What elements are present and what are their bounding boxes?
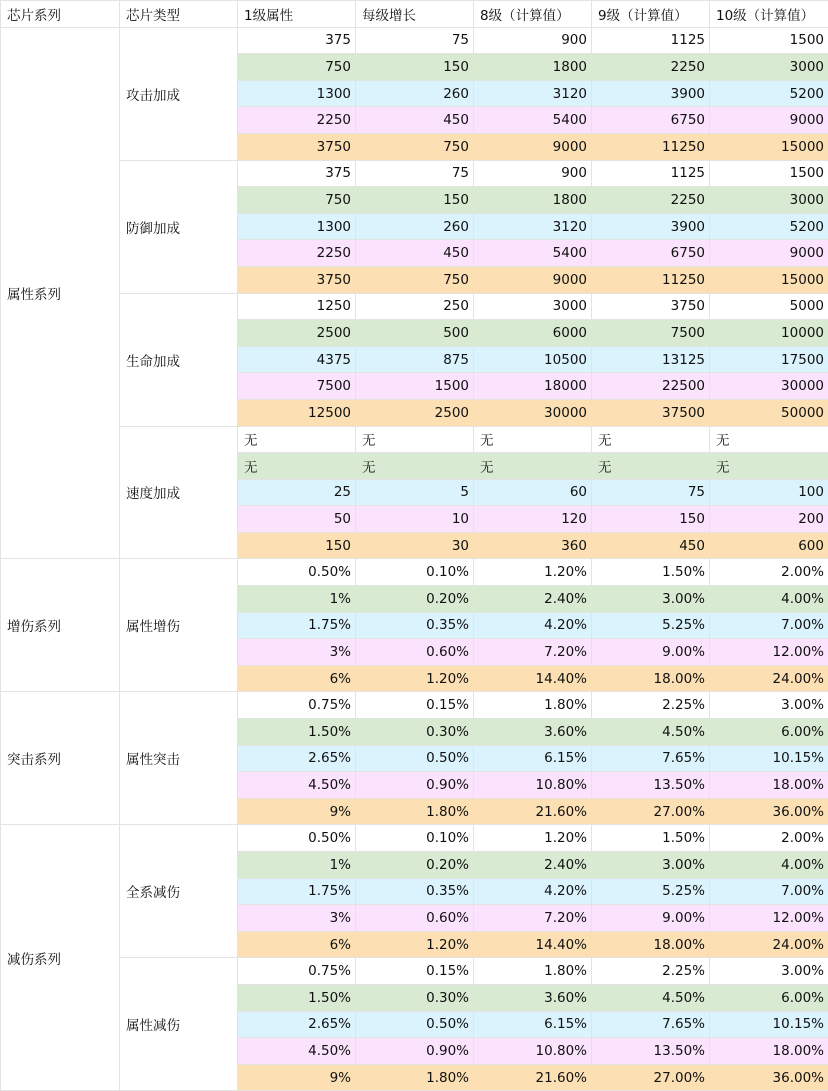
table-row <box>1 27 828 54</box>
value-cell: 18.00% <box>710 1038 828 1065</box>
value-cell: 0.60% <box>356 905 474 932</box>
value-cell: 9000 <box>710 240 828 267</box>
value-cell: 3750 <box>238 266 356 293</box>
value-cell: 5200 <box>710 80 828 107</box>
value-cell: 450 <box>592 532 710 559</box>
value-cell: 4.00% <box>710 852 828 879</box>
value-cell: 3.60% <box>474 984 592 1011</box>
value-cell: 2250 <box>592 54 710 81</box>
value-cell: 9% <box>238 1064 356 1091</box>
value-cell: 3.00% <box>592 852 710 879</box>
value-cell: 5000 <box>710 293 828 320</box>
value-cell: 150 <box>356 54 474 81</box>
series-cell-assault: 突击系列 <box>1 692 120 825</box>
value-cell: 无 <box>238 426 356 453</box>
value-cell: 6% <box>238 931 356 958</box>
value-cell: 9% <box>238 798 356 825</box>
value-cell: 1125 <box>592 27 710 54</box>
table-row <box>1 426 828 453</box>
value-cell: 无 <box>356 426 474 453</box>
value-cell: 3120 <box>474 213 592 240</box>
value-cell: 3750 <box>592 293 710 320</box>
value-cell: 36.00% <box>710 798 828 825</box>
value-cell: 1% <box>238 852 356 879</box>
table-row <box>1 692 828 719</box>
value-cell: 无 <box>356 453 474 480</box>
value-cell: 36.00% <box>710 1064 828 1091</box>
value-cell: 无 <box>592 453 710 480</box>
value-cell: 3750 <box>238 133 356 160</box>
value-cell: 3120 <box>474 80 592 107</box>
value-cell: 50000 <box>710 399 828 426</box>
value-cell: 0.50% <box>238 825 356 852</box>
value-cell: 1125 <box>592 160 710 187</box>
value-cell: 375 <box>238 27 356 54</box>
value-cell: 4.20% <box>474 878 592 905</box>
value-cell: 260 <box>356 80 474 107</box>
value-cell: 1.20% <box>474 825 592 852</box>
value-cell: 150 <box>592 506 710 533</box>
header-level-9: 9级（计算值） <box>592 1 710 28</box>
value-cell: 1800 <box>474 187 592 214</box>
value-cell: 1.20% <box>356 665 474 692</box>
value-cell: 1300 <box>238 213 356 240</box>
chip-type-cell: 全系减伤 <box>120 825 238 958</box>
value-cell: 无 <box>592 426 710 453</box>
value-cell: 17500 <box>710 346 828 373</box>
value-cell: 无 <box>710 453 828 480</box>
value-cell: 22500 <box>592 373 710 400</box>
chip-type-cell: 生命加成 <box>120 293 238 426</box>
chip-type-cell: 属性减伤 <box>120 958 238 1091</box>
value-cell: 4.50% <box>592 719 710 746</box>
value-cell: 3.00% <box>710 958 828 985</box>
value-cell: 4375 <box>238 346 356 373</box>
value-cell: 无 <box>474 453 592 480</box>
value-cell: 0.35% <box>356 878 474 905</box>
value-cell: 5400 <box>474 240 592 267</box>
value-cell: 18000 <box>474 373 592 400</box>
table-row <box>1 825 828 852</box>
value-cell: 0.15% <box>356 692 474 719</box>
value-cell: 15000 <box>710 266 828 293</box>
value-cell: 4.50% <box>238 1038 356 1065</box>
value-cell: 0.50% <box>356 745 474 772</box>
value-cell: 4.50% <box>238 772 356 799</box>
value-cell: 7.20% <box>474 639 592 666</box>
value-cell: 750 <box>238 54 356 81</box>
value-cell: 100 <box>710 479 828 506</box>
series-cell-damage-reduction: 减伤系列 <box>1 825 120 1091</box>
value-cell: 9000 <box>710 107 828 134</box>
value-cell: 25 <box>238 479 356 506</box>
value-cell: 0.50% <box>356 1011 474 1038</box>
value-cell: 4.20% <box>474 612 592 639</box>
value-cell: 9.00% <box>592 639 710 666</box>
value-cell: 1800 <box>474 54 592 81</box>
value-cell: 260 <box>356 213 474 240</box>
value-cell: 11250 <box>592 133 710 160</box>
value-cell: 450 <box>356 240 474 267</box>
value-cell: 150 <box>238 532 356 559</box>
value-cell: 60 <box>474 479 592 506</box>
value-cell: 1300 <box>238 80 356 107</box>
value-cell: 1.50% <box>592 559 710 586</box>
value-cell: 无 <box>238 453 356 480</box>
header-level-8: 8级（计算值） <box>474 1 592 28</box>
value-cell: 27.00% <box>592 1064 710 1091</box>
value-cell: 3.00% <box>592 586 710 613</box>
value-cell: 7.65% <box>592 745 710 772</box>
value-cell: 0.20% <box>356 586 474 613</box>
value-cell: 2250 <box>592 187 710 214</box>
value-cell: 3900 <box>592 213 710 240</box>
value-cell: 5.25% <box>592 878 710 905</box>
value-cell: 2.40% <box>474 852 592 879</box>
chip-type-cell: 属性增伤 <box>120 559 238 692</box>
value-cell: 0.10% <box>356 825 474 852</box>
value-cell: 11250 <box>592 266 710 293</box>
value-cell: 1500 <box>710 160 828 187</box>
value-cell: 2250 <box>238 107 356 134</box>
chip-type-cell: 属性突击 <box>120 692 238 825</box>
table-row <box>1 160 828 187</box>
value-cell: 30000 <box>474 399 592 426</box>
value-cell: 2.40% <box>474 586 592 613</box>
value-cell: 10.80% <box>474 772 592 799</box>
table-row <box>1 958 828 985</box>
value-cell: 14.40% <box>474 665 592 692</box>
value-cell: 10 <box>356 506 474 533</box>
value-cell: 无 <box>474 426 592 453</box>
value-cell: 1.50% <box>238 984 356 1011</box>
value-cell: 13.50% <box>592 772 710 799</box>
value-cell: 1% <box>238 586 356 613</box>
value-cell: 0.75% <box>238 692 356 719</box>
value-cell: 21.60% <box>474 1064 592 1091</box>
chip-type-cell: 速度加成 <box>120 426 238 559</box>
value-cell: 21.60% <box>474 798 592 825</box>
value-cell: 5200 <box>710 213 828 240</box>
value-cell: 7500 <box>238 373 356 400</box>
value-cell: 875 <box>356 346 474 373</box>
value-cell: 75 <box>356 160 474 187</box>
value-cell: 1.75% <box>238 878 356 905</box>
value-cell: 2.25% <box>592 692 710 719</box>
value-cell: 3% <box>238 905 356 932</box>
value-cell: 200 <box>710 506 828 533</box>
value-cell: 360 <box>474 532 592 559</box>
value-cell: 2250 <box>238 240 356 267</box>
value-cell: 0.15% <box>356 958 474 985</box>
table-row <box>1 559 828 586</box>
value-cell: 6.15% <box>474 745 592 772</box>
value-cell: 37500 <box>592 399 710 426</box>
value-cell: 1.80% <box>356 798 474 825</box>
value-cell: 30000 <box>710 373 828 400</box>
value-cell: 250 <box>356 293 474 320</box>
value-cell: 1.20% <box>356 931 474 958</box>
value-cell: 7.00% <box>710 612 828 639</box>
value-cell: 750 <box>356 133 474 160</box>
value-cell: 18.00% <box>592 931 710 958</box>
value-cell: 2500 <box>238 320 356 347</box>
value-cell: 27.00% <box>592 798 710 825</box>
value-cell: 10.15% <box>710 1011 828 1038</box>
value-cell: 24.00% <box>710 931 828 958</box>
value-cell: 30 <box>356 532 474 559</box>
value-cell: 120 <box>474 506 592 533</box>
value-cell: 7.00% <box>710 878 828 905</box>
value-cell: 10000 <box>710 320 828 347</box>
value-cell: 9000 <box>474 133 592 160</box>
value-cell: 3000 <box>710 54 828 81</box>
value-cell: 1.80% <box>474 958 592 985</box>
series-cell-attribute: 属性系列 <box>1 27 120 559</box>
value-cell: 500 <box>356 320 474 347</box>
value-cell: 5 <box>356 479 474 506</box>
value-cell: 18.00% <box>592 665 710 692</box>
value-cell: 3% <box>238 639 356 666</box>
value-cell: 0.50% <box>238 559 356 586</box>
value-cell: 0.10% <box>356 559 474 586</box>
table-row <box>1 293 828 320</box>
value-cell: 24.00% <box>710 665 828 692</box>
value-cell: 2.65% <box>238 745 356 772</box>
value-cell: 75 <box>592 479 710 506</box>
value-cell: 900 <box>474 160 592 187</box>
value-cell: 6.00% <box>710 984 828 1011</box>
value-cell: 900 <box>474 27 592 54</box>
value-cell: 7.65% <box>592 1011 710 1038</box>
value-cell: 18.00% <box>710 772 828 799</box>
value-cell: 6.00% <box>710 719 828 746</box>
header-row <box>1 1 828 28</box>
value-cell: 2.00% <box>710 825 828 852</box>
value-cell: 1.50% <box>238 719 356 746</box>
header-level-10: 10级（计算值） <box>710 1 828 28</box>
value-cell: 3900 <box>592 80 710 107</box>
value-cell: 6.15% <box>474 1011 592 1038</box>
chip-type-cell: 防御加成 <box>120 160 238 293</box>
value-cell: 9000 <box>474 266 592 293</box>
value-cell: 1250 <box>238 293 356 320</box>
value-cell: 1.20% <box>474 559 592 586</box>
value-cell: 1.50% <box>592 825 710 852</box>
value-cell: 5.25% <box>592 612 710 639</box>
value-cell: 12.00% <box>710 905 828 932</box>
value-cell: 3.00% <box>710 692 828 719</box>
header-level-1: 1级属性 <box>238 1 356 28</box>
series-cell-damage-boost: 增伤系列 <box>1 559 120 692</box>
value-cell: 0.60% <box>356 639 474 666</box>
value-cell: 12.00% <box>710 639 828 666</box>
value-cell: 0.90% <box>356 772 474 799</box>
value-cell: 375 <box>238 160 356 187</box>
value-cell: 14.40% <box>474 931 592 958</box>
value-cell: 75 <box>356 27 474 54</box>
value-cell: 9.00% <box>592 905 710 932</box>
value-cell: 10.80% <box>474 1038 592 1065</box>
value-cell: 6750 <box>592 107 710 134</box>
value-cell: 1500 <box>710 27 828 54</box>
value-cell: 0.30% <box>356 719 474 746</box>
value-cell: 2.65% <box>238 1011 356 1038</box>
value-cell: 6000 <box>474 320 592 347</box>
value-cell: 13125 <box>592 346 710 373</box>
value-cell: 450 <box>356 107 474 134</box>
value-cell: 50 <box>238 506 356 533</box>
value-cell: 6750 <box>592 240 710 267</box>
value-cell: 2.25% <box>592 958 710 985</box>
value-cell: 2.00% <box>710 559 828 586</box>
value-cell: 1.80% <box>474 692 592 719</box>
value-cell: 7.20% <box>474 905 592 932</box>
value-cell: 2500 <box>356 399 474 426</box>
value-cell: 无 <box>710 426 828 453</box>
value-cell: 1500 <box>356 373 474 400</box>
value-cell: 0.75% <box>238 958 356 985</box>
value-cell: 0.90% <box>356 1038 474 1065</box>
header-chip-series: 芯片系列 <box>1 1 120 28</box>
value-cell: 13.50% <box>592 1038 710 1065</box>
value-cell: 10.15% <box>710 745 828 772</box>
value-cell: 750 <box>356 266 474 293</box>
value-cell: 0.30% <box>356 984 474 1011</box>
value-cell: 12500 <box>238 399 356 426</box>
value-cell: 1.80% <box>356 1064 474 1091</box>
value-cell: 3.60% <box>474 719 592 746</box>
value-cell: 600 <box>710 532 828 559</box>
table-body <box>1 27 828 1091</box>
value-cell: 0.35% <box>356 612 474 639</box>
value-cell: 7500 <box>592 320 710 347</box>
chip-type-cell: 攻击加成 <box>120 27 238 160</box>
header-per-level-growth: 每级增长 <box>356 1 474 28</box>
value-cell: 150 <box>356 187 474 214</box>
header-chip-type: 芯片类型 <box>120 1 238 28</box>
value-cell: 10500 <box>474 346 592 373</box>
value-cell: 5400 <box>474 107 592 134</box>
value-cell: 4.00% <box>710 586 828 613</box>
value-cell: 3000 <box>710 187 828 214</box>
value-cell: 6% <box>238 665 356 692</box>
value-cell: 3000 <box>474 293 592 320</box>
value-cell: 15000 <box>710 133 828 160</box>
value-cell: 0.20% <box>356 852 474 879</box>
value-cell: 4.50% <box>592 984 710 1011</box>
value-cell: 750 <box>238 187 356 214</box>
value-cell: 1.75% <box>238 612 356 639</box>
